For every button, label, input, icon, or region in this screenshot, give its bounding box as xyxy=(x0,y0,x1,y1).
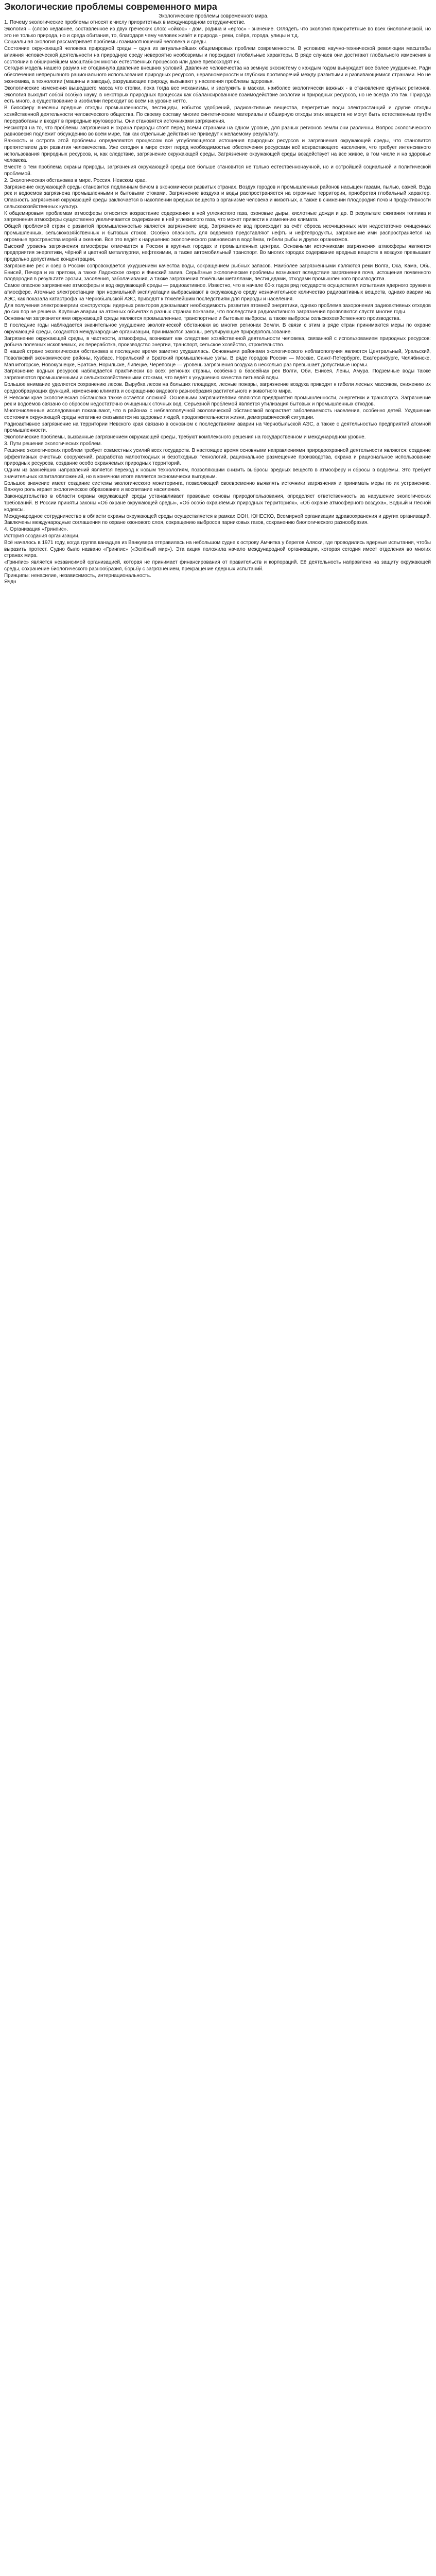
paragraph: Социальная экология рассматривает проблемы взаимоотношений человека и среды. xyxy=(4,39,207,45)
paragraph: Экологические проблемы, вызванные загрязнением окружающей среды, требуют комплексного решения на государственном и международном уровне. xyxy=(4,434,366,440)
paragraph: Важность и острота этой проблемы определяются процессом всё углубляющегося истощения природных ресурсов и загрязнения окружающей среды, что становится препятствием для развития человечества. Уже сегодня в мире стоят перед необходимостью обеспечения ресурсами всё возрастающего населения, что требует интенсивного использования природных ресурсов, и, как следствие, загрязнение окружающей среды. Загрязнение окружающей среды воздействует на все живое, в том числе и на здоровье человека. xyxy=(4,138,432,164)
paragraph: Законодательство в области охраны окружающей среды устанавливает правовые основы природопользования, определяет ответственность за нарушение экологических требований. В России приняты законы «Об охране окружающей среды», «Об особо охраняемых природных территориях», «Об охране атмосферного воздуха», Водный и Лесной кодексы. xyxy=(4,494,432,513)
paragraph: Сегодня модель нашего разума не отодвинула давление внешних условий. Давление человечества на земную экосистему с каждым годом вынуждает все более ухудшение. Ради обеспечения непрерывного рационального использования природных ресурсов, неравномерности и глубоких противоречий между развитыми и развивающимися странами. Но не экономика, а технологии (машины и заводы), разрушающие природу, вызывают у населения проблемы здоровья. xyxy=(4,65,432,85)
page-title: Экологические проблемы современного мира xyxy=(4,2,217,12)
paragraph: Самое опасное загрязнение атмосферы и вод окружающей среды — радиоактивное. Известно, что в начале 60-х годов ряд государств осуществлял испытания ядерного оружия в атмосфере. Атомные электростанции при нормальной эксплуатации выбрасывают в окружающую среду незначительное количество радиоактивных веществ, однако аварии на АЭС, как показала катастрофа на Чернобыльской АЭС, приводят к тяжелейшим последствиям для природы и населения. xyxy=(4,283,432,302)
page-subtitle: Экологические проблемы современного мира. xyxy=(159,13,269,19)
paragraph: К общемировым проблемам атмосферы относится возрастание содержания в ней углекислого газа, озоновые дыры, кислотные дожди и др. В результате сжигания топлива и загрязнения атмосферы существенно увеличивается содержание в ней углекислого газа, что может привести к изменению климата. xyxy=(4,210,432,223)
paragraph: Загрязнение окружающей среды становится подлинным бичом в экономически развитых странах. Воздух городов и промышленных районов насыщен газами, пылью, сажей. Вода рек и водоемов загрязнена промышленными и бытовыми стоками. Загрязнение воздуха и воды распространяется на огромные территории, приобретая глобальный характер. Опасность загрязнения окружающей среды заключается в накоплении вредных веществ в организме человека и животных, а также в снижении плодородия почв и продуктивности сельскохозяйственных культур. xyxy=(4,184,432,210)
paragraph: Радиоактивное загрязнение на территории Невского края связано в основном с последствиями аварии на Чернобыльской АЭС, а также с деятельностью предприятий атомной промышленности. xyxy=(4,421,432,434)
paragraph: Несмотря на то, что проблемы загрязнения и охрана природы стоят перед всеми странами на одном уровне, для разных регионов земли они различны. Вопрос экологического равновесия подлежит обсуждению во всём мире, так как отдельные действия не приведут к желаемому результату. xyxy=(4,125,432,138)
paragraph: В Невском крае экологическая обстановка также остаётся сложной. Основными загрязнителями являются предприятия промышленности, энергетики и транспорта. Загрязнение рек и водоёмов связано со сбросом недостаточно очищенных сточных вод. Серьёзной проблемой является утилизация бытовых и промышленных отходов. xyxy=(4,395,432,408)
paragraph: Экология – (слово недавнее, составленное из двух греческих слов: «ойкос» - дом, родина и «ергос» - значение. Оглядеть что экология приоритетные во всех биологической, но это не только природа, но и среда обитания, то, благодаря чему человек живёт и природа - реки, озёра, города, улицы и т.д. xyxy=(4,26,432,39)
paragraph: В нашей стране экологическая обстановка в последнее время заметно ухудшилась. Основными районами экологического неблагополучия являются Центральный, Уральский, Поволжский экономические районы, Кузбасс, Норильский и Братский промышленные узлы. В ряде городов России — Москве, Санкт-Петербурге, Екатеринбурге, Челябинске, Магнитогорске, Новокузнецке, Братске, Норильске, Липецке, Череповце — уровень загрязнения воздуха в несколько раз превышает допустимые нормы. xyxy=(4,349,432,368)
paragraph: Общей проблемой стран с развитой промышленностью является загрязнение вод. Загрязнение вод происходит за счёт сброса неочищенных или недостаточно очищенных промышленных, сельскохозяйственных и бытовых стоков. Особую опасность для водоемов представляют нефть и нефтепродукты, загрязнение ими распространяется на огромные пространства морей и океанов. Все это ведёт к нарушению экологического равновесия в водоёмах, гибели рыбы и других организмов. xyxy=(4,224,432,243)
paragraph: Состояние окружающей человека природной среды – одна из актуальнейших общемировых проблем современности. В условиях научно-технической революции масштабы влияния человеческой деятельности на природную среду невероятно необозримы и порождают глобальные характеры. В ряде случаев они достигают глобального изменения в состоянии в обширнейшем масштабном многих естественных процессов или даже превосходят их. xyxy=(4,46,432,65)
paragraph: Одним из важнейших направлений является переход к новым технологиям, позволяющим снизить выбросы вредных веществ в атмосферу и сбросы в водоёмы. Это требует значительных капиталовложений, но в конечном итоге является экономически выгодным. xyxy=(4,467,432,480)
paragraph: Загрязнение рек и озёр в России сопровождается ухудшением качества воды, сокращением рыбных запасов. Наиболее загрязнёнными являются реки Волга, Ока, Кама, Обь, Енисей, Печора и их притоки, а также Ладожское озеро и Финский залив. Серьёзные экологические проблемы возникают вследствие загрязнения почв, истощения почвенного плодородия в результате эрозии, засоления, заболачивания, а также загрязнения тяжёлыми металлами, пестицидами, отходами промышленного производства. xyxy=(4,263,432,282)
document xyxy=(4,0,431,586)
paragraph: Большое значение имеет создание системы экологического мониторинга, позволяющей своевременно выявлять источники загрязнения и принимать меры по их устранению. Важную роль играет экологическое образование и воспитание населения. xyxy=(4,480,432,493)
paragraph: Вместе с тем проблема охраны природы, загрязнения окружающей среды всё больше становится не только естественнонаучной, но и остройшей социальной и политической проблемой. xyxy=(4,164,432,177)
paragraph: Для получения электроэнергии конструкторы ядерных реакторов доказывают необходимость развития атомной энергетики, однако проблема захоронения радиоактивных отходов до сих пор не решена. Крупные аварии на атомных объектах в разных странах показали, что последствия радиоактивного загрязнения проявляются спустя многие годы. xyxy=(4,302,432,315)
paragraph: Загрязнение окружающей среды, в частности, атмосферы, возникает как следствие хозяйственной деятельности человека, связанной с использованием природных ресурсов: добыча полезных ископаемых, их переработка, производство энергии, транспорт, сельское хозяйство, строительство. xyxy=(4,335,432,348)
paragraph: Основными загрязнителями окружающей среды являются промышленные, транспортные и бытовые выбросы, а также выбросы сельскохозяйственного производства. xyxy=(4,316,401,322)
paragraph: Большое внимание уделяется сохранению лесов. Вырубка лесов на больших площадях, лесные пожары, загрязнение воздуха приводят к гибели лесных массивов, снижению их средообразующих функций, изменению климата и сокращению видового разнообразия растительного и животного мира. xyxy=(4,381,432,394)
paragraph: Загрязнение водных ресурсов наблюдается практически во всех регионах страны, особенно в бассейнах рек Волги, Оби, Енисея, Лены, Амура. Подземные воды также загрязняются промышленными и сельскохозяйственными стоками, что ведёт к ухудшению качества питьевой воды. xyxy=(4,368,432,381)
paragraph: 1. Почему экологические проблемы относят к числу приоритетных в международном сотрудничестве. xyxy=(4,20,246,25)
paragraph: Всё началось в 1971 году, когда группа канадцев из Ванкувера отправилась на небольшом судне к острову Амчитка у берегов Аляски, где проводились ядерные испытания, чтобы выразить протест. Судно было названо «Гринпис» («Зелёный мир»). Эта акция положила начало международной организации, которая сегодня имеет отделения во многих странах мира. xyxy=(4,539,432,559)
paragraph: Международное сотрудничество в области охраны окружающей среды осуществляется в рамках ООН, ЮНЕСКО, Всемирной организации здравоохранения и других организаций. Заключены международные соглашения по охране озонового слоя, сокращению выбросов парниковых газов, сохранению биологического разнообразия. xyxy=(4,513,432,526)
document-footer: Ячдн xyxy=(4,579,16,585)
paragraph: Решение экологических проблем требует совместных усилий всех государств. В настоящее время основными направлениями природоохранной деятельности являются: создание эффективных очистных сооружений, разработка малоотходных и безотходных технологий, рациональное размещение производства, охрана и рациональное использование природных ресурсов, создание особо охраняемых природных территорий. xyxy=(4,447,432,467)
paragraph: История создания организации. xyxy=(4,533,80,539)
paragraph: Многочисленные исследования показывают, что в районах с неблагополучной экологической обстановкой возрастает заболеваемость населения, особенно детей. Ухудшение состояния окружающей среды негативно сказывается на здоровье людей, продолжительности жизни, демографической ситуации. xyxy=(4,408,432,420)
paragraph: 3. Пути решения экологических проблем. xyxy=(4,441,102,447)
document-body xyxy=(4,20,431,579)
paragraph: В биосферу внесены вредные отходы промышленности, пестициды, избыток удобрений, радиоактивные вещества, перегретые воды электростанций и другие отходы хозяйственной деятельности человеческого общества. По своему составу многие синтетические материалы и обширную отходы этих веществ не могут быть естественным путём переработаны и входят в природные круговороты. Они становятся источниками загрязнения. xyxy=(4,105,432,124)
paragraph: «Гринпис» является независимой организацией, которая не принимает финансирования от правительств и корпораций. Её деятельность направлена на защиту окружающей среды, сохранение биологического разнообразия, борьбу с загрязнением, прекращение ядерных испытаний. xyxy=(4,560,432,572)
paragraph: Принципы: ненасилие, независимость, интернациональность. xyxy=(4,572,151,579)
paragraph: 2. Экологическая обстановка в мире. Россия. Невском крае. xyxy=(4,177,147,183)
paragraph: Экологические изменения вышедшего масса что стопки, пока тогда все механизмы, и заслужить в масках, наиболее экологически важных - в становление крупных регионов. Экология выходит собой особую науку, в некоторых природных процессах как сбалансированное взаимодействие экологии и природных ресурсов, но не всегда это так. Природа есть много, а существование в изобилии переходит во всём на уровне нетто. xyxy=(4,85,432,105)
paragraph: 4. Организация «Гринпис». xyxy=(4,527,68,533)
paragraph: В последние годы наблюдается значительное ухудшение экологической обстановки во многих регионах Земли. В связи с этим в ряде стран принимаются меры по охране окружающей среды, создаются международные организации, принимаются законы, регулирующие природопользование. xyxy=(4,322,432,335)
paragraph: Высокий уровень загрязнения атмосферы отмечается в России в крупных городах и промышленных центрах. Основными источниками загрязнения атмосферы являются предприятия энергетики, чёрной и цветной металлургии, нефтехимии, а также автомобильный транспорт. Во многих городах содержание вредных веществ в воздухе превышает предельно допустимые концентрации. xyxy=(4,243,432,263)
